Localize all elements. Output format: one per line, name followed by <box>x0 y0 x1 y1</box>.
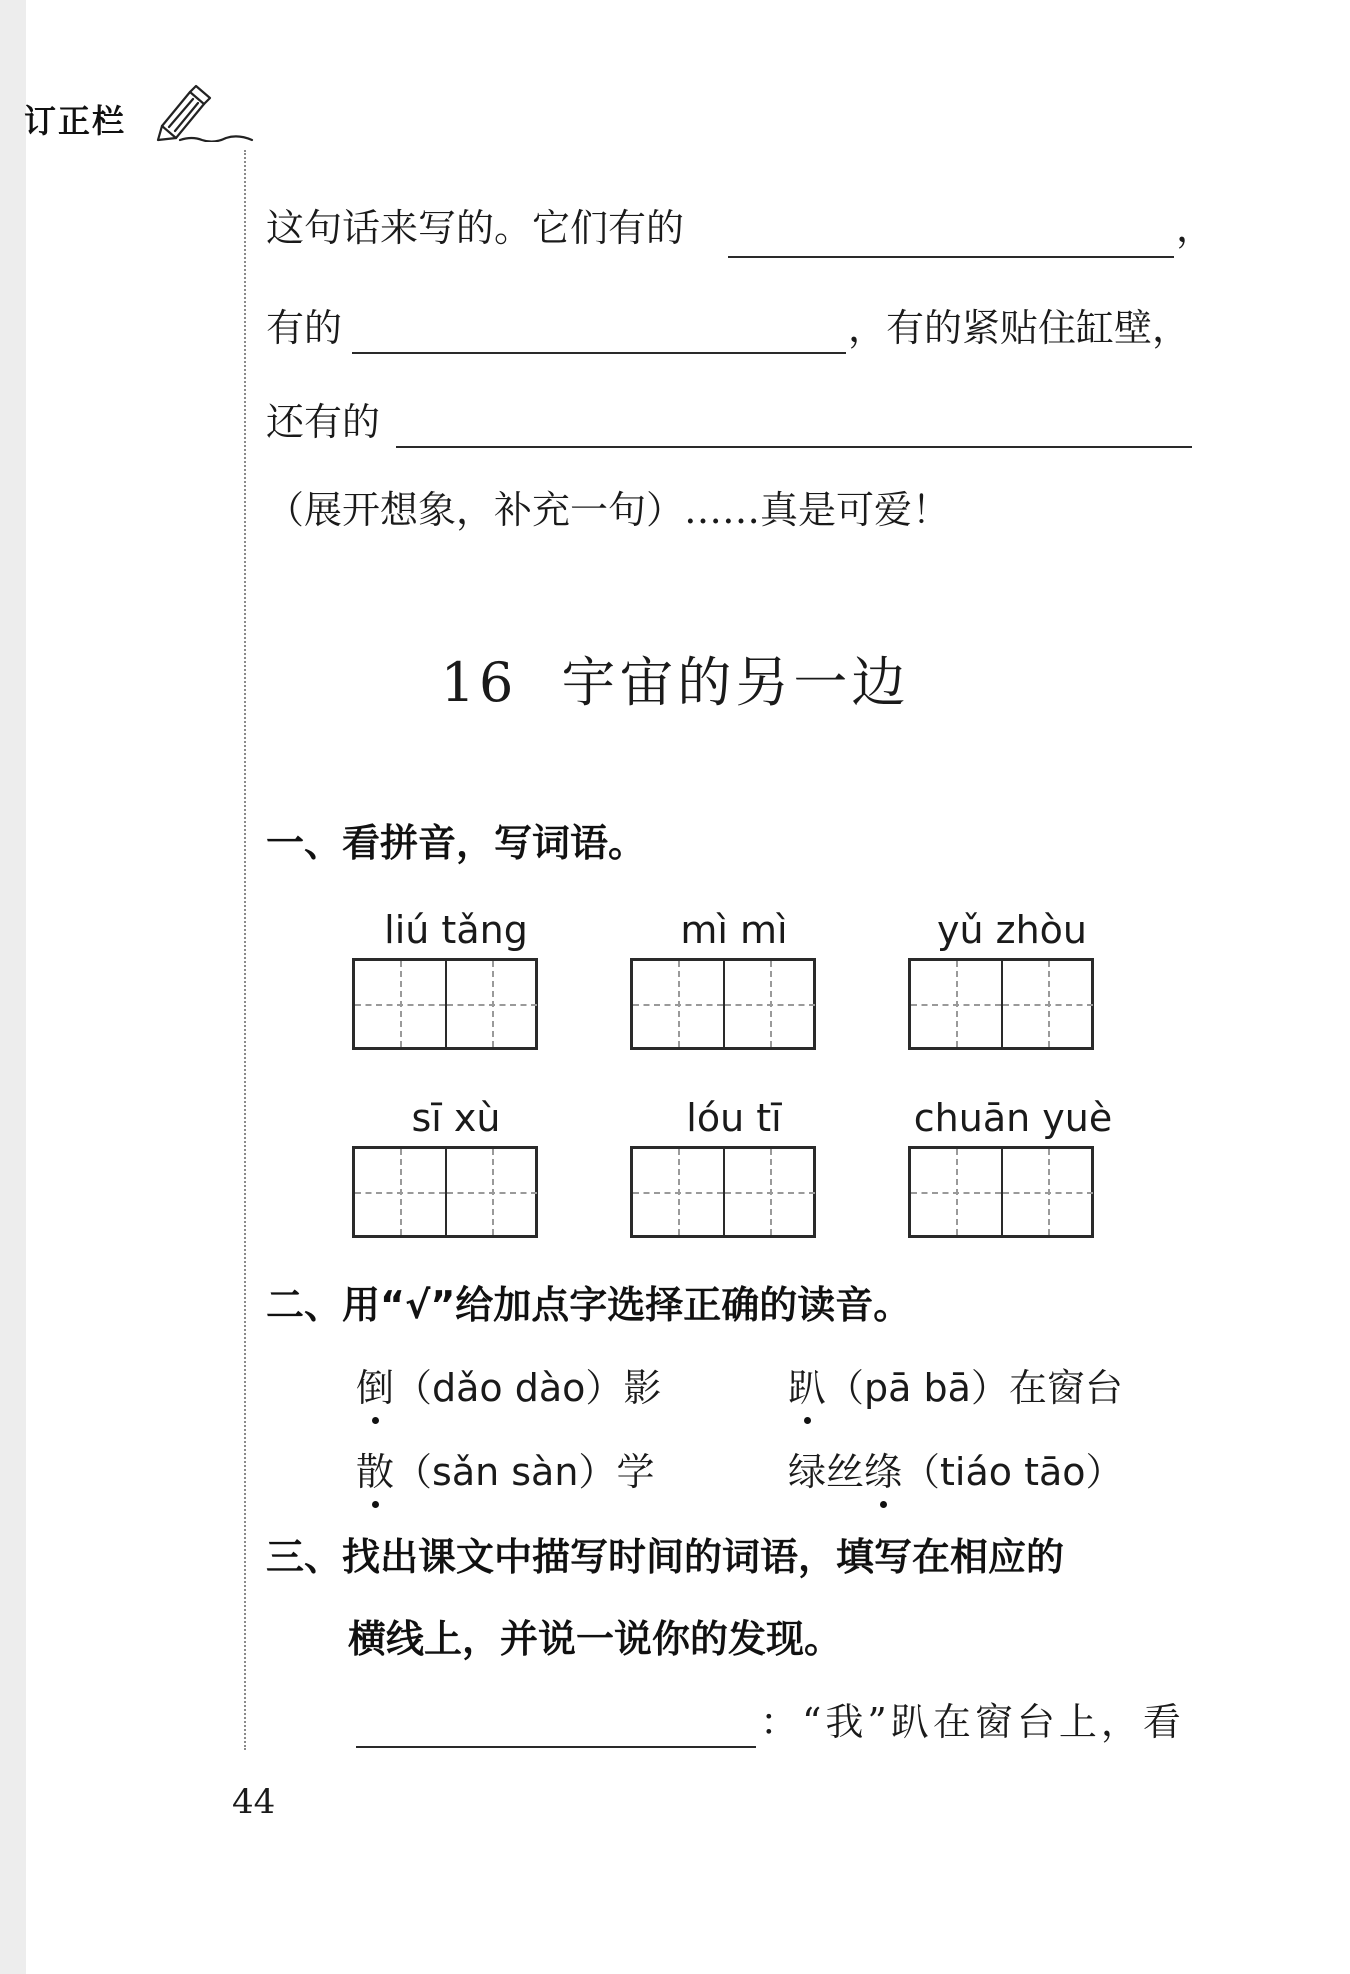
correction-column-title: 订正栏 <box>24 102 127 140</box>
continuation-line-1 <box>266 206 684 250</box>
answer-blank-1[interactable] <box>728 256 1174 258</box>
writing-grid-box[interactable] <box>630 1146 816 1238</box>
reading-choice-item <box>356 1366 661 1410</box>
correction-column-divider <box>244 150 246 1750</box>
continuation-line-3-start: 还有的 <box>266 400 381 444</box>
reading-choice-item <box>356 1450 654 1494</box>
pinyin-label: liú tǎng <box>384 908 528 952</box>
writing-grid-box[interactable] <box>352 1146 538 1238</box>
page-edge-shadow <box>0 0 26 1974</box>
continuation-comma: ， <box>1176 206 1215 250</box>
correction-column-header <box>24 94 244 140</box>
continuation-line-2-start: 有的 <box>266 306 343 350</box>
dotted-character: 绦 <box>864 1450 903 1494</box>
writing-grid-box[interactable] <box>908 958 1094 1050</box>
pinyin-label: yǔ zhòu <box>936 908 1087 952</box>
writing-grid-box[interactable] <box>630 958 816 1050</box>
word-prefix: 绿丝 <box>788 1450 865 1494</box>
section-1-heading: 一、看拼音，写词语。 <box>266 821 647 865</box>
answer-blank-3[interactable] <box>396 446 1192 448</box>
section-3-heading-line-1: 三、找出课文中描写时间的词语，填写在相应的 <box>266 1535 1065 1579</box>
pronunciation-options[interactable]: （dǎo dào） <box>394 1366 624 1410</box>
word-suffix: 学 <box>616 1450 655 1494</box>
lesson-name: 宇宙的另一边 <box>561 651 910 714</box>
reading-choice-item <box>788 1450 1124 1494</box>
pronunciation-options[interactable]: （sǎn sàn） <box>394 1450 617 1494</box>
page-number: 44 <box>232 1782 276 1822</box>
writing-grid-box[interactable] <box>908 1146 1094 1238</box>
lesson-title <box>0 640 1350 717</box>
pencil-icon <box>152 82 262 142</box>
pronunciation-options[interactable]: （pā bā） <box>826 1366 1009 1410</box>
section-3-text: ：“我”趴在窗台上，看 <box>760 1700 1185 1744</box>
continuation-line-2-mid: ，有的紧贴住缸壁， <box>848 306 1191 350</box>
word-suffix: 影 <box>623 1366 662 1410</box>
pinyin-label: chuān yuè <box>913 1096 1113 1140</box>
continuation-line-4: （展开想象，补充一句）……真是可爱！ <box>266 488 951 532</box>
answer-blank-time-word[interactable] <box>356 1746 756 1748</box>
section-3-heading-line-2: 横线上，并说一说你的发现。 <box>348 1617 843 1661</box>
dotted-character: 散 <box>356 1450 395 1494</box>
answer-blank-2[interactable] <box>352 352 846 354</box>
pinyin-label: sī xù <box>411 1096 501 1140</box>
section-2-heading: 二、用“√”给加点字选择正确的读音。 <box>266 1283 912 1327</box>
pinyin-label: mì mì <box>680 908 788 952</box>
pinyin-label: lóu tī <box>686 1096 782 1140</box>
reading-choice-item <box>788 1366 1123 1410</box>
dotted-character: 趴 <box>788 1366 827 1410</box>
continuation-text-1: 这句话来写的。它们有的 <box>266 206 685 250</box>
writing-grid-box[interactable] <box>352 958 538 1050</box>
dotted-character: 倒 <box>356 1366 395 1410</box>
lesson-number: 16 <box>440 651 518 714</box>
pronunciation-options[interactable]: （tiáo tāo） <box>902 1450 1124 1494</box>
word-suffix: 在窗台 <box>1008 1366 1123 1410</box>
